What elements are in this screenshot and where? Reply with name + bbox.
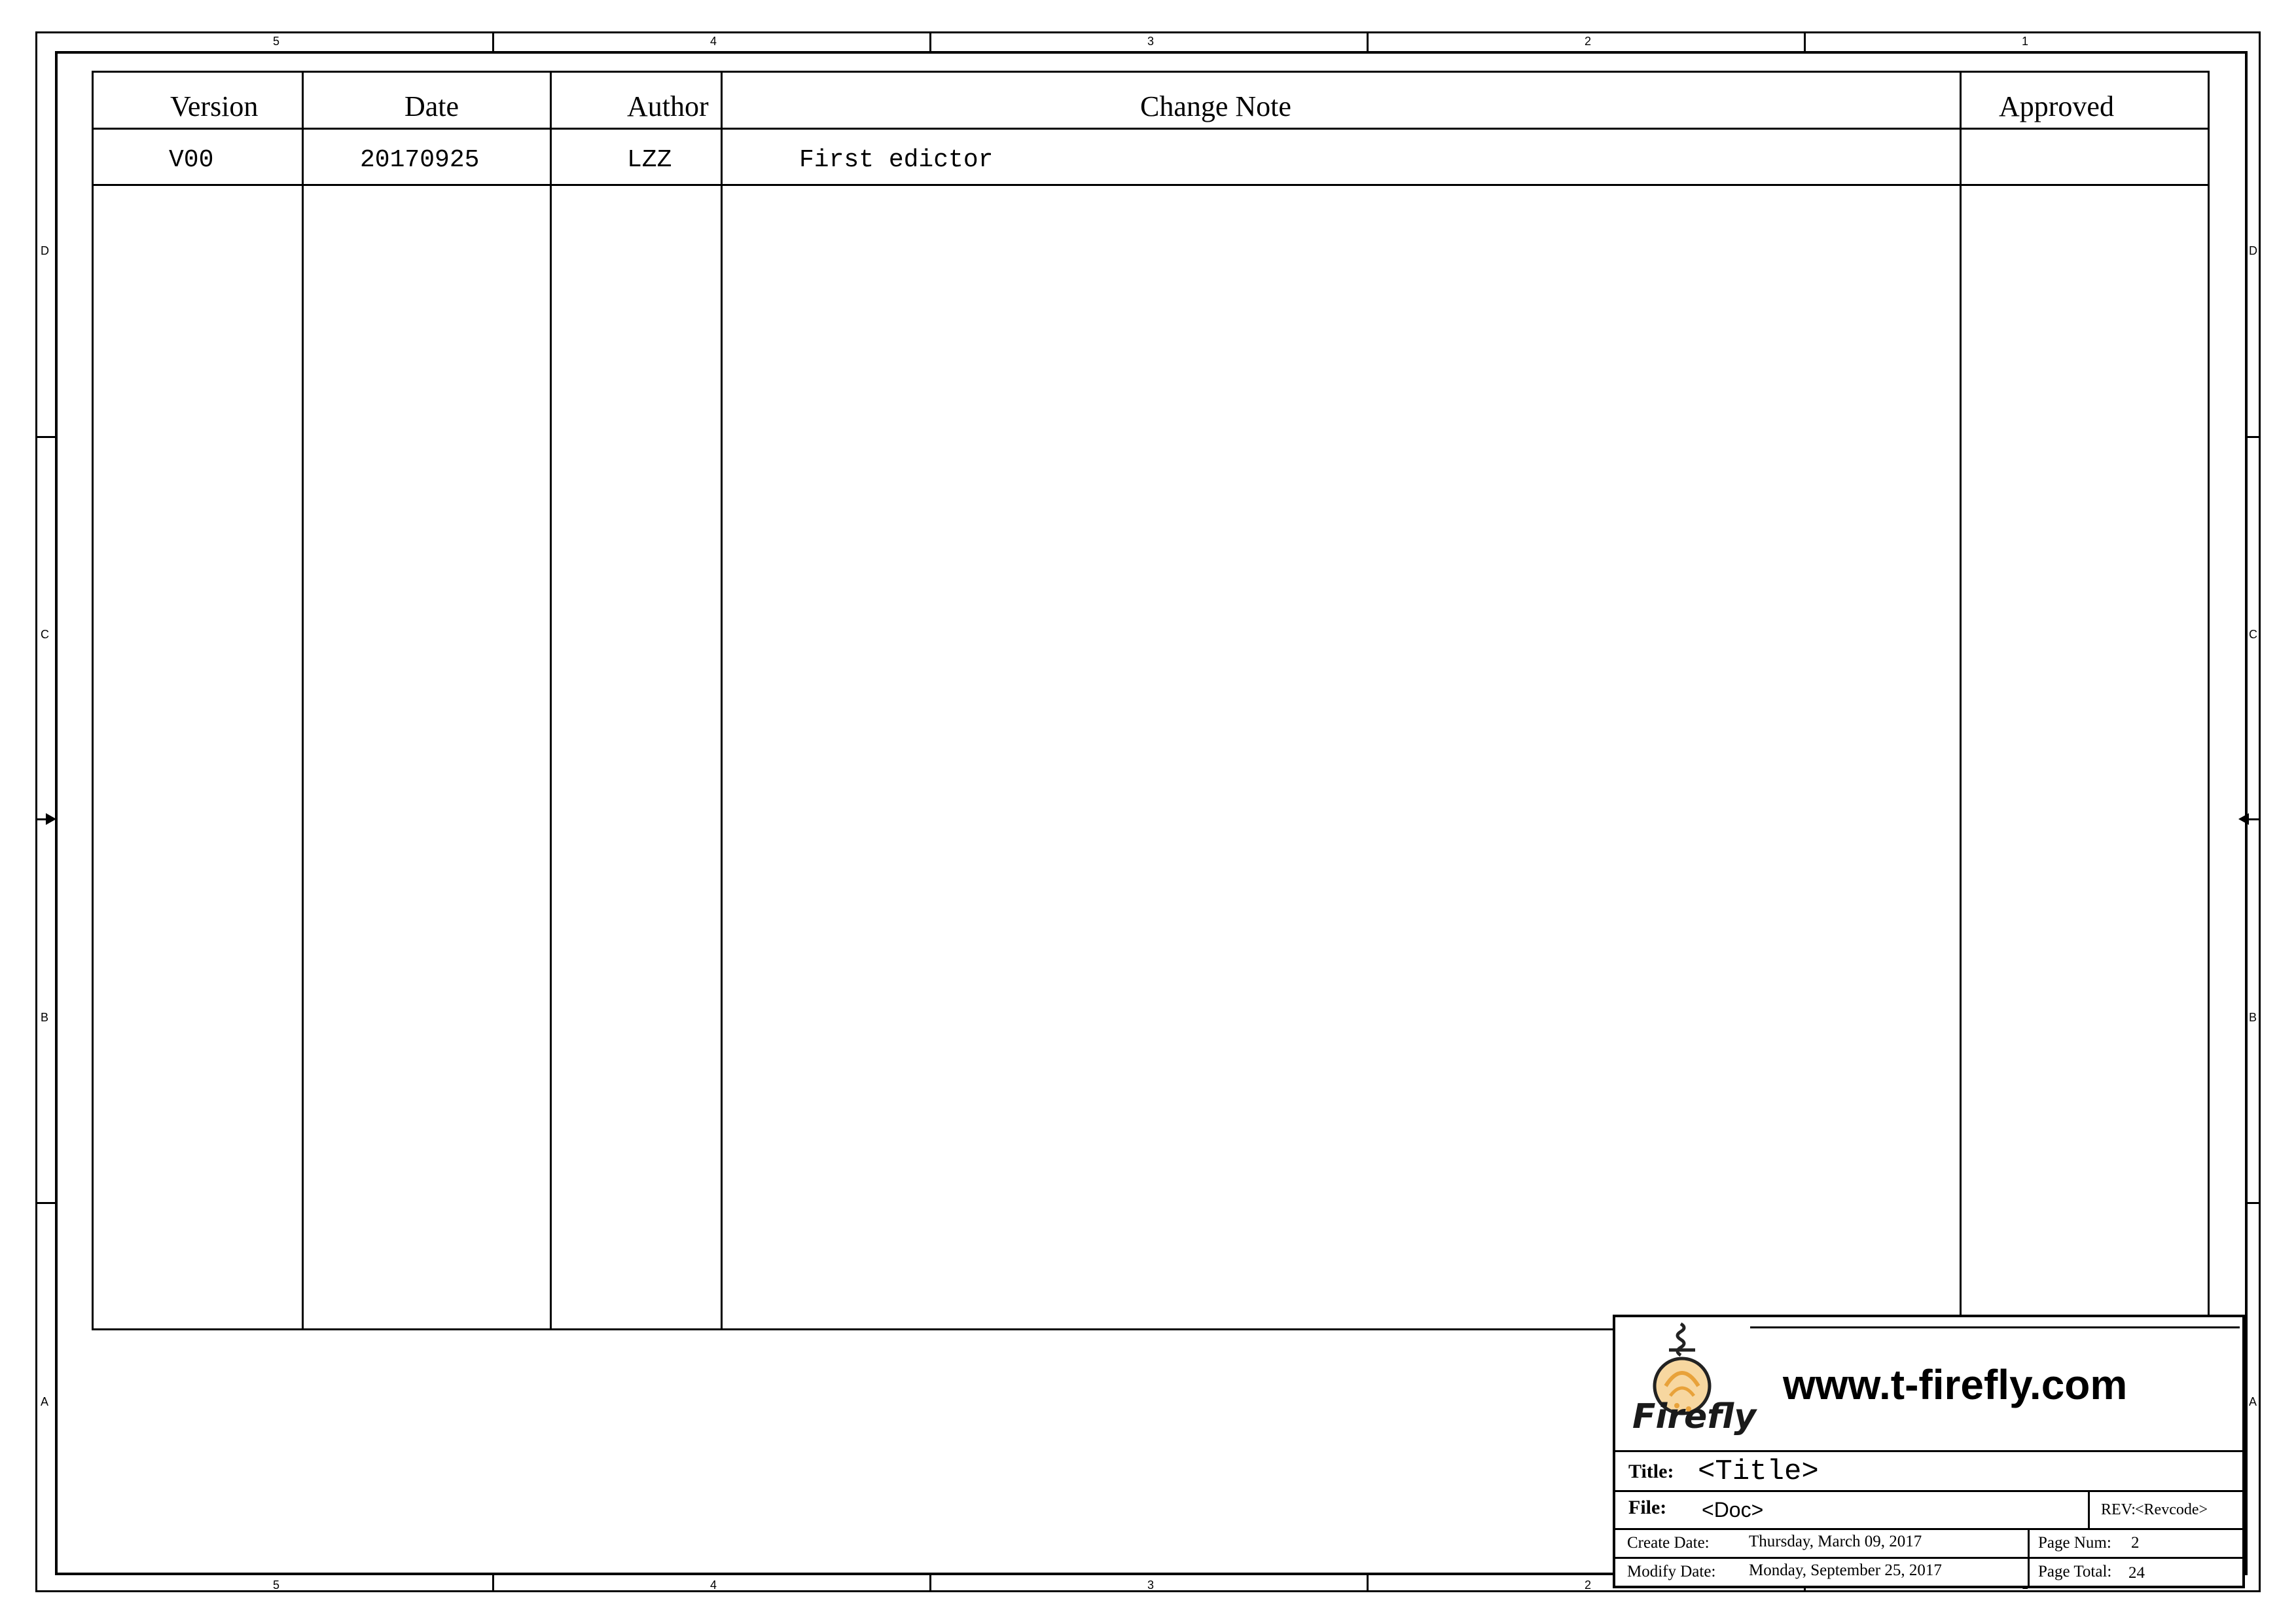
title-block-divider <box>2028 1528 2030 1588</box>
create-date-value: Thursday, March 09, 2017 <box>1749 1533 1922 1550</box>
top-zone-divider <box>929 31 931 52</box>
title-value: <Title> <box>1698 1455 1819 1488</box>
top-zone-divider <box>1804 31 1806 52</box>
title-block-divider <box>1613 1528 2245 1530</box>
website-text: www.t-firefly.com <box>1783 1361 2128 1408</box>
zone-marker-right: A <box>2249 1395 2257 1408</box>
table-column-divider <box>721 71 723 1330</box>
page-total-value: 24 <box>2128 1564 2145 1582</box>
row-date: 20170925 <box>360 146 480 174</box>
table-column-divider <box>550 71 552 1330</box>
center-arrow-left <box>46 813 56 825</box>
table-column-divider <box>1960 71 1962 1330</box>
row-change-note: First edictor <box>799 146 994 174</box>
header-change-note: Change Note <box>1140 90 1291 122</box>
right-zone-divider <box>2246 1202 2261 1204</box>
modify-date-label: Modify Date: <box>1627 1563 1716 1580</box>
table-row-divider <box>92 184 2210 186</box>
page-num-value: 2 <box>2131 1534 2140 1552</box>
row-version: V00 <box>169 146 214 174</box>
zone-marker-left: A <box>41 1395 49 1408</box>
page-num-label: Page Num: <box>2038 1534 2111 1552</box>
table-header-divider <box>92 128 2210 130</box>
zone-marker-top: 4 <box>709 35 717 48</box>
center-mark-right <box>2248 818 2261 820</box>
rev-value: <Revcode> <box>2135 1501 2208 1518</box>
zone-marker-top: 3 <box>1147 35 1154 48</box>
left-zone-divider <box>35 436 56 438</box>
zone-marker-top: 5 <box>272 35 279 48</box>
logo-text: Firefly <box>1632 1397 1757 1436</box>
left-zone-divider <box>35 1202 56 1204</box>
title-block-divider <box>2088 1490 2090 1529</box>
header-version: Version <box>170 90 259 122</box>
revision-table <box>92 71 2210 1330</box>
title-label: Title: <box>1628 1461 1674 1482</box>
zone-marker-left: B <box>41 1011 49 1024</box>
zone-marker-right: D <box>2249 244 2257 257</box>
page-total-label: Page Total: <box>2038 1563 2112 1580</box>
zone-marker-right: B <box>2249 1011 2257 1024</box>
bottom-zone-divider <box>492 1574 494 1592</box>
row-author: LZZ <box>627 146 672 174</box>
bottom-zone-divider <box>1367 1574 1369 1592</box>
modify-date-value: Monday, September 25, 2017 <box>1749 1561 1942 1579</box>
title-block-divider <box>1613 1450 2245 1452</box>
header-date: Date <box>404 90 459 122</box>
zone-marker-left: D <box>41 244 49 257</box>
bottom-zone-divider <box>929 1574 931 1592</box>
zone-marker-left: C <box>41 628 49 641</box>
top-zone-divider <box>492 31 494 52</box>
center-arrow-right <box>2238 813 2249 825</box>
zone-marker-bottom: 4 <box>709 1578 717 1592</box>
zone-marker-top: 1 <box>2021 35 2028 48</box>
table-column-divider <box>302 71 304 1330</box>
zone-marker-bottom: 2 <box>1584 1578 1591 1592</box>
title-block-divider <box>1613 1557 2245 1559</box>
file-label: File: <box>1628 1497 1667 1518</box>
rev-label: REV: <box>2101 1501 2136 1518</box>
create-date-label: Create Date: <box>1627 1534 1710 1552</box>
top-zone-divider <box>1367 31 1369 52</box>
file-value: <Doc> <box>1702 1498 1764 1522</box>
title-block-divider <box>1613 1490 2245 1492</box>
zone-marker-bottom: 5 <box>272 1578 279 1592</box>
zone-marker-right: C <box>2249 628 2257 641</box>
zone-marker-bottom: 3 <box>1147 1578 1154 1592</box>
right-zone-divider <box>2246 436 2261 438</box>
header-approved: Approved <box>1999 90 2114 122</box>
logo-divider <box>1750 1326 2240 1328</box>
zone-marker-top: 2 <box>1584 35 1591 48</box>
header-author: Author <box>627 90 709 122</box>
